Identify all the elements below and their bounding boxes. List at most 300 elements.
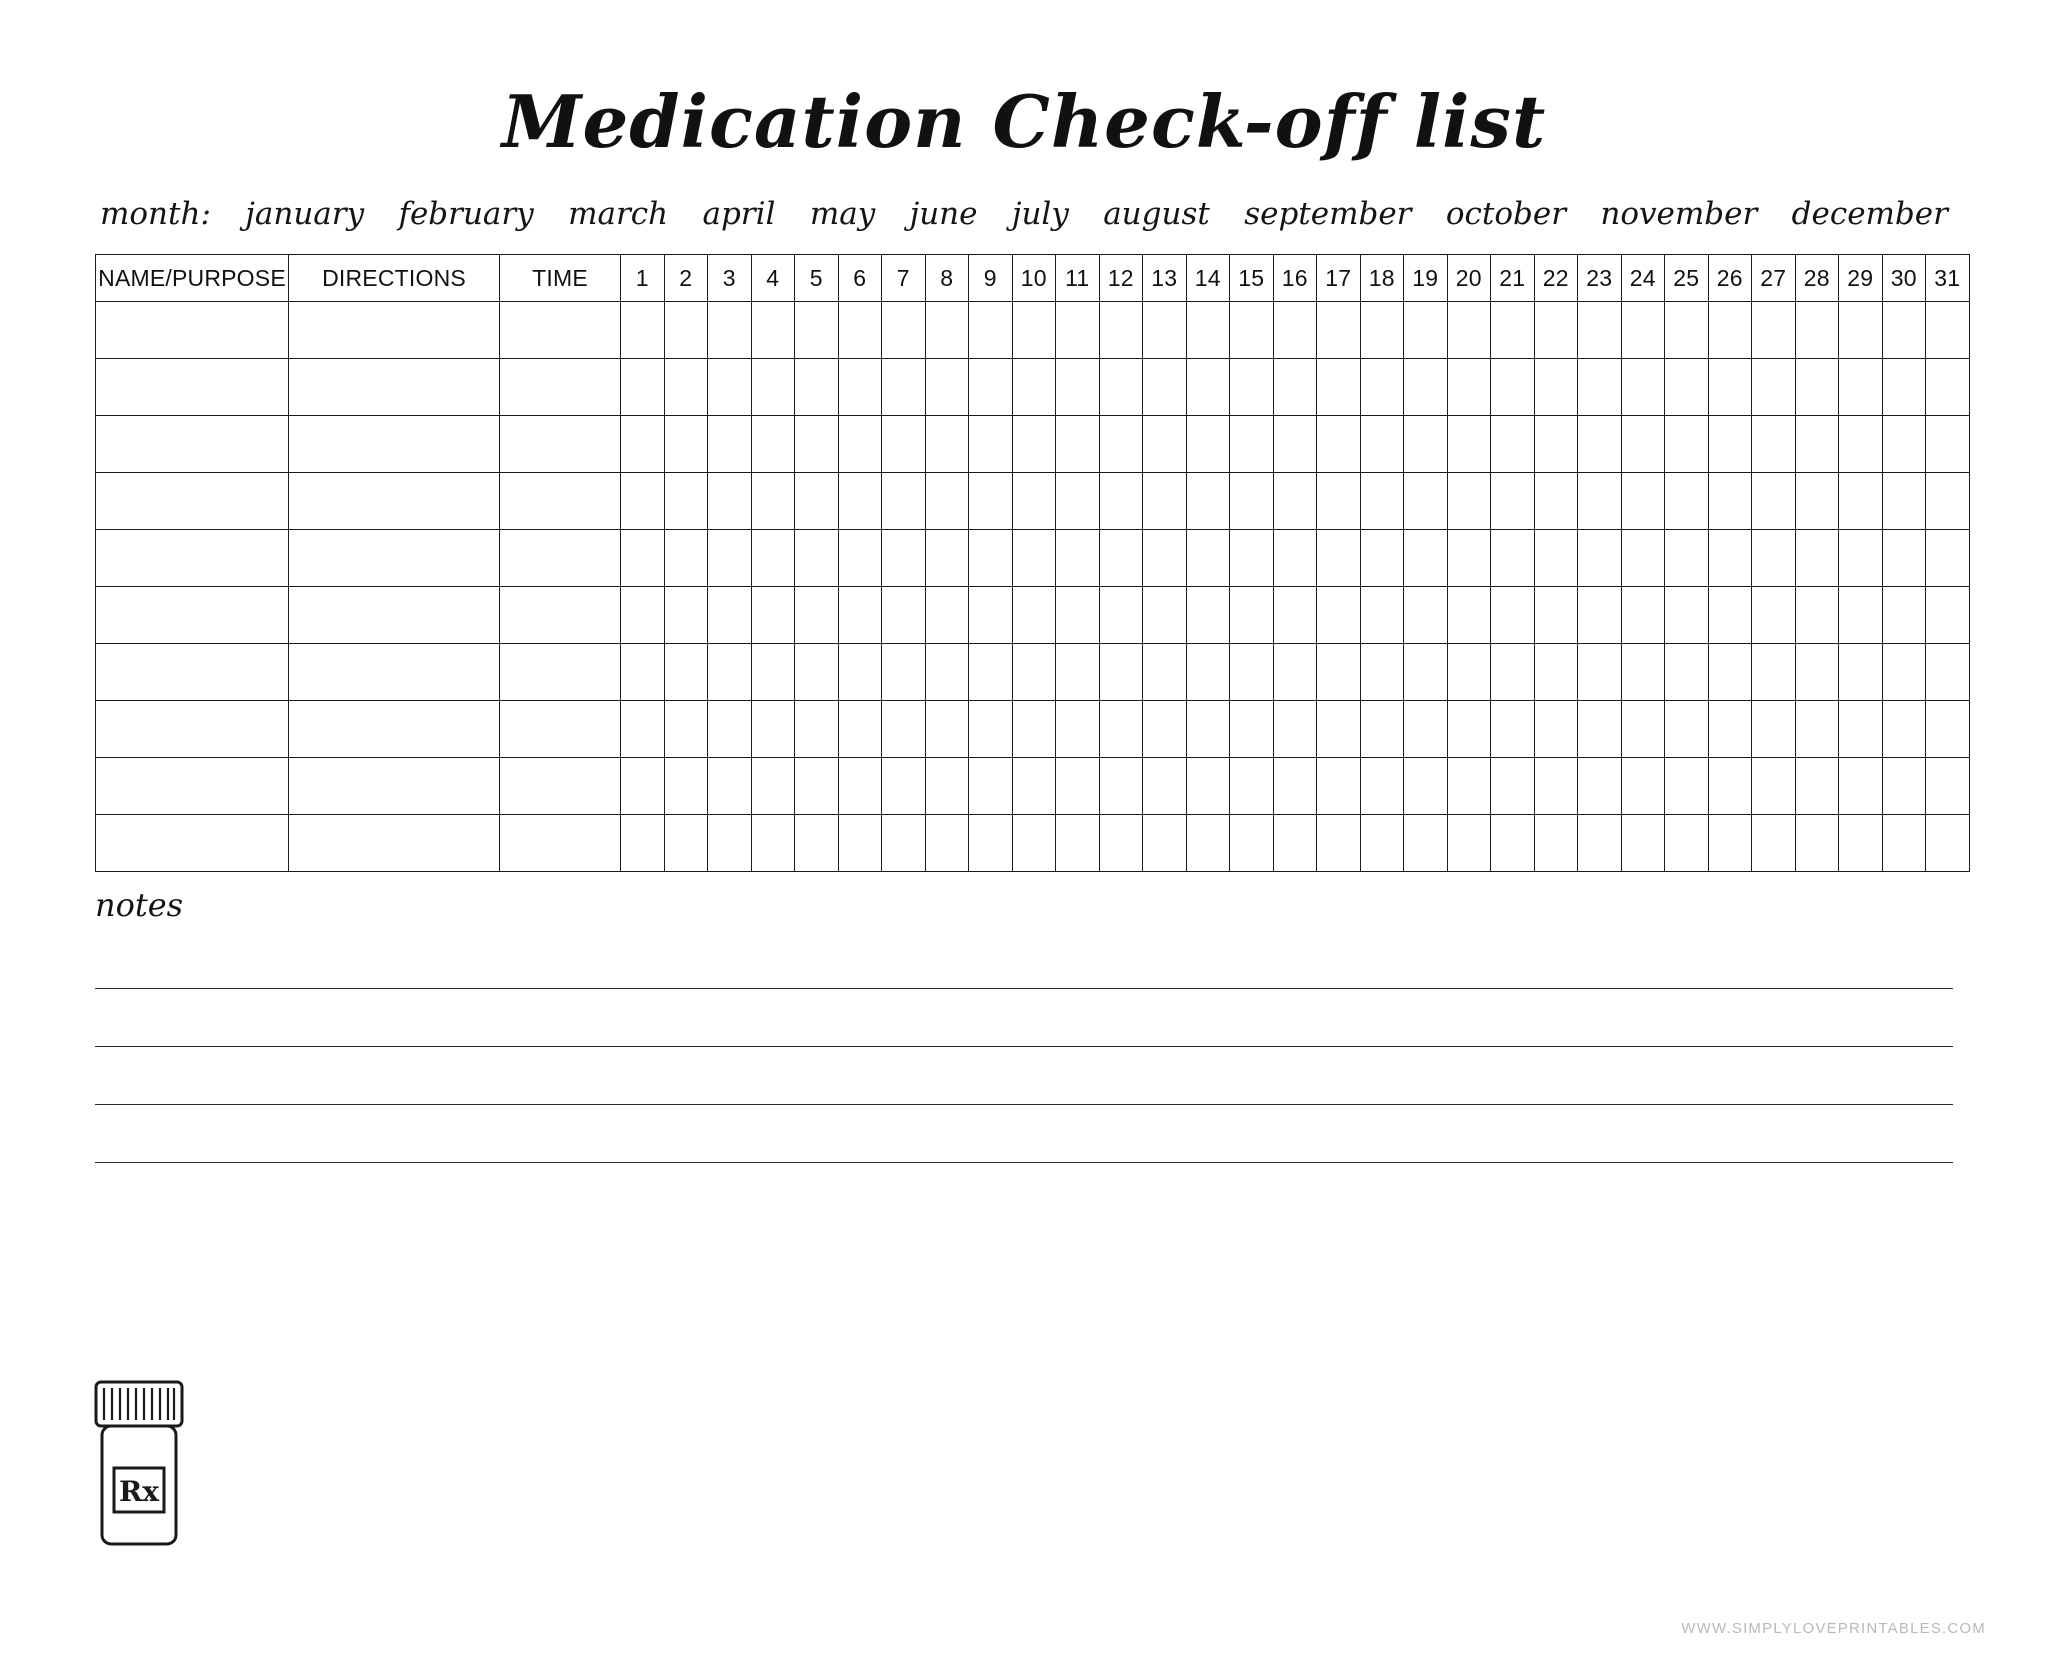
month-option-april[interactable]: april (702, 196, 776, 232)
cell-day-18[interactable] (1360, 587, 1404, 644)
month-option-november[interactable]: november (1600, 196, 1758, 232)
cell-day-26[interactable] (1708, 416, 1752, 473)
cell-day-26[interactable] (1708, 758, 1752, 815)
cell-time[interactable] (500, 302, 621, 359)
cell-day-21[interactable] (1491, 302, 1535, 359)
cell-day-31[interactable] (1926, 473, 1970, 530)
cell-day-4[interactable] (751, 473, 795, 530)
cell-day-1[interactable] (621, 473, 665, 530)
cell-day-3[interactable] (708, 587, 752, 644)
cell-day-20[interactable] (1447, 815, 1491, 872)
cell-day-8[interactable] (925, 530, 969, 587)
cell-day-10[interactable] (1012, 416, 1056, 473)
cell-day-16[interactable] (1273, 587, 1317, 644)
cell-day-6[interactable] (838, 644, 882, 701)
cell-day-13[interactable] (1143, 815, 1187, 872)
cell-day-8[interactable] (925, 302, 969, 359)
cell-day-18[interactable] (1360, 416, 1404, 473)
cell-day-10[interactable] (1012, 644, 1056, 701)
cell-day-29[interactable] (1839, 758, 1883, 815)
cell-name-purpose[interactable] (96, 530, 289, 587)
cell-day-15[interactable] (1230, 473, 1274, 530)
cell-name-purpose[interactable] (96, 815, 289, 872)
cell-day-14[interactable] (1186, 416, 1230, 473)
cell-day-2[interactable] (664, 359, 708, 416)
cell-day-31[interactable] (1926, 359, 1970, 416)
cell-day-20[interactable] (1447, 302, 1491, 359)
cell-name-purpose[interactable] (96, 416, 289, 473)
cell-day-27[interactable] (1752, 815, 1796, 872)
cell-day-5[interactable] (795, 416, 839, 473)
cell-day-2[interactable] (664, 473, 708, 530)
cell-time[interactable] (500, 473, 621, 530)
cell-day-11[interactable] (1056, 758, 1100, 815)
cell-day-3[interactable] (708, 359, 752, 416)
notes-line[interactable] (95, 1047, 1953, 1105)
cell-day-25[interactable] (1665, 758, 1709, 815)
cell-day-19[interactable] (1404, 644, 1448, 701)
cell-day-24[interactable] (1621, 644, 1665, 701)
cell-directions[interactable] (289, 701, 500, 758)
cell-day-29[interactable] (1839, 701, 1883, 758)
cell-day-21[interactable] (1491, 359, 1535, 416)
cell-day-3[interactable] (708, 815, 752, 872)
cell-day-27[interactable] (1752, 530, 1796, 587)
cell-day-27[interactable] (1752, 416, 1796, 473)
cell-day-15[interactable] (1230, 644, 1274, 701)
cell-day-14[interactable] (1186, 644, 1230, 701)
cell-day-10[interactable] (1012, 302, 1056, 359)
cell-day-31[interactable] (1926, 644, 1970, 701)
cell-day-5[interactable] (795, 473, 839, 530)
cell-day-30[interactable] (1882, 701, 1926, 758)
cell-day-7[interactable] (882, 530, 926, 587)
cell-name-purpose[interactable] (96, 359, 289, 416)
cell-time[interactable] (500, 359, 621, 416)
cell-day-3[interactable] (708, 644, 752, 701)
cell-day-31[interactable] (1926, 302, 1970, 359)
cell-day-23[interactable] (1578, 701, 1622, 758)
cell-day-19[interactable] (1404, 473, 1448, 530)
cell-day-10[interactable] (1012, 701, 1056, 758)
cell-day-21[interactable] (1491, 587, 1535, 644)
cell-day-6[interactable] (838, 302, 882, 359)
cell-day-16[interactable] (1273, 473, 1317, 530)
cell-day-31[interactable] (1926, 416, 1970, 473)
cell-day-17[interactable] (1317, 302, 1361, 359)
cell-day-25[interactable] (1665, 416, 1709, 473)
cell-day-3[interactable] (708, 473, 752, 530)
cell-day-13[interactable] (1143, 359, 1187, 416)
cell-day-13[interactable] (1143, 758, 1187, 815)
cell-day-20[interactable] (1447, 758, 1491, 815)
cell-day-9[interactable] (969, 302, 1013, 359)
cell-directions[interactable] (289, 815, 500, 872)
cell-day-1[interactable] (621, 701, 665, 758)
cell-day-19[interactable] (1404, 587, 1448, 644)
cell-day-27[interactable] (1752, 758, 1796, 815)
cell-day-12[interactable] (1099, 701, 1143, 758)
cell-day-18[interactable] (1360, 644, 1404, 701)
cell-day-7[interactable] (882, 644, 926, 701)
cell-day-9[interactable] (969, 587, 1013, 644)
cell-day-1[interactable] (621, 359, 665, 416)
cell-day-16[interactable] (1273, 530, 1317, 587)
cell-day-26[interactable] (1708, 302, 1752, 359)
cell-day-3[interactable] (708, 416, 752, 473)
cell-day-4[interactable] (751, 359, 795, 416)
cell-day-5[interactable] (795, 359, 839, 416)
cell-day-25[interactable] (1665, 701, 1709, 758)
notes-line[interactable] (95, 954, 1953, 989)
cell-day-12[interactable] (1099, 416, 1143, 473)
cell-day-30[interactable] (1882, 644, 1926, 701)
cell-day-20[interactable] (1447, 359, 1491, 416)
cell-day-23[interactable] (1578, 416, 1622, 473)
cell-day-8[interactable] (925, 644, 969, 701)
cell-day-20[interactable] (1447, 701, 1491, 758)
cell-day-8[interactable] (925, 416, 969, 473)
cell-day-23[interactable] (1578, 302, 1622, 359)
cell-day-9[interactable] (969, 359, 1013, 416)
cell-day-23[interactable] (1578, 530, 1622, 587)
cell-day-22[interactable] (1534, 302, 1578, 359)
cell-day-17[interactable] (1317, 473, 1361, 530)
cell-day-31[interactable] (1926, 701, 1970, 758)
cell-day-25[interactable] (1665, 815, 1709, 872)
month-option-september[interactable]: september (1244, 196, 1412, 232)
cell-day-2[interactable] (664, 302, 708, 359)
cell-day-15[interactable] (1230, 815, 1274, 872)
cell-day-6[interactable] (838, 530, 882, 587)
cell-day-14[interactable] (1186, 587, 1230, 644)
month-option-august[interactable]: august (1103, 196, 1210, 232)
cell-day-16[interactable] (1273, 701, 1317, 758)
cell-day-2[interactable] (664, 815, 708, 872)
cell-day-13[interactable] (1143, 416, 1187, 473)
cell-day-12[interactable] (1099, 473, 1143, 530)
cell-name-purpose[interactable] (96, 701, 289, 758)
cell-day-22[interactable] (1534, 644, 1578, 701)
cell-day-2[interactable] (664, 416, 708, 473)
cell-day-25[interactable] (1665, 473, 1709, 530)
cell-day-9[interactable] (969, 758, 1013, 815)
cell-day-29[interactable] (1839, 530, 1883, 587)
cell-time[interactable] (500, 758, 621, 815)
cell-day-9[interactable] (969, 701, 1013, 758)
cell-day-10[interactable] (1012, 758, 1056, 815)
cell-day-20[interactable] (1447, 416, 1491, 473)
cell-day-28[interactable] (1795, 815, 1839, 872)
cell-day-29[interactable] (1839, 416, 1883, 473)
cell-day-27[interactable] (1752, 473, 1796, 530)
cell-day-21[interactable] (1491, 644, 1535, 701)
cell-day-18[interactable] (1360, 473, 1404, 530)
cell-directions[interactable] (289, 587, 500, 644)
cell-day-13[interactable] (1143, 644, 1187, 701)
cell-day-7[interactable] (882, 587, 926, 644)
cell-day-18[interactable] (1360, 302, 1404, 359)
cell-day-17[interactable] (1317, 416, 1361, 473)
cell-day-19[interactable] (1404, 815, 1448, 872)
cell-day-9[interactable] (969, 416, 1013, 473)
cell-day-12[interactable] (1099, 587, 1143, 644)
cell-day-26[interactable] (1708, 587, 1752, 644)
cell-day-11[interactable] (1056, 473, 1100, 530)
month-option-october[interactable]: october (1445, 196, 1567, 232)
cell-day-17[interactable] (1317, 359, 1361, 416)
cell-day-5[interactable] (795, 758, 839, 815)
cell-day-27[interactable] (1752, 359, 1796, 416)
cell-day-14[interactable] (1186, 758, 1230, 815)
cell-day-5[interactable] (795, 530, 839, 587)
cell-day-16[interactable] (1273, 815, 1317, 872)
cell-day-19[interactable] (1404, 416, 1448, 473)
cell-day-31[interactable] (1926, 758, 1970, 815)
cell-day-3[interactable] (708, 302, 752, 359)
cell-directions[interactable] (289, 473, 500, 530)
cell-day-4[interactable] (751, 815, 795, 872)
cell-day-6[interactable] (838, 587, 882, 644)
cell-day-3[interactable] (708, 701, 752, 758)
cell-day-13[interactable] (1143, 587, 1187, 644)
cell-day-24[interactable] (1621, 302, 1665, 359)
cell-day-1[interactable] (621, 758, 665, 815)
cell-day-22[interactable] (1534, 815, 1578, 872)
cell-time[interactable] (500, 644, 621, 701)
cell-day-8[interactable] (925, 701, 969, 758)
cell-day-19[interactable] (1404, 701, 1448, 758)
cell-day-24[interactable] (1621, 815, 1665, 872)
cell-day-17[interactable] (1317, 530, 1361, 587)
cell-day-1[interactable] (621, 416, 665, 473)
cell-day-17[interactable] (1317, 644, 1361, 701)
cell-day-21[interactable] (1491, 416, 1535, 473)
cell-day-18[interactable] (1360, 758, 1404, 815)
cell-day-26[interactable] (1708, 644, 1752, 701)
cell-day-24[interactable] (1621, 473, 1665, 530)
cell-day-20[interactable] (1447, 587, 1491, 644)
cell-day-16[interactable] (1273, 359, 1317, 416)
cell-day-26[interactable] (1708, 530, 1752, 587)
cell-name-purpose[interactable] (96, 302, 289, 359)
cell-day-7[interactable] (882, 473, 926, 530)
cell-day-24[interactable] (1621, 701, 1665, 758)
cell-day-28[interactable] (1795, 473, 1839, 530)
cell-day-28[interactable] (1795, 758, 1839, 815)
cell-day-9[interactable] (969, 473, 1013, 530)
cell-day-21[interactable] (1491, 473, 1535, 530)
cell-day-7[interactable] (882, 758, 926, 815)
cell-directions[interactable] (289, 416, 500, 473)
cell-name-purpose[interactable] (96, 758, 289, 815)
cell-day-5[interactable] (795, 701, 839, 758)
cell-day-30[interactable] (1882, 530, 1926, 587)
cell-day-30[interactable] (1882, 302, 1926, 359)
cell-day-29[interactable] (1839, 359, 1883, 416)
cell-day-8[interactable] (925, 587, 969, 644)
cell-day-7[interactable] (882, 416, 926, 473)
cell-day-19[interactable] (1404, 530, 1448, 587)
cell-day-7[interactable] (882, 701, 926, 758)
cell-day-28[interactable] (1795, 359, 1839, 416)
cell-day-18[interactable] (1360, 530, 1404, 587)
cell-day-30[interactable] (1882, 815, 1926, 872)
cell-day-13[interactable] (1143, 530, 1187, 587)
cell-day-16[interactable] (1273, 644, 1317, 701)
cell-day-27[interactable] (1752, 644, 1796, 701)
cell-day-1[interactable] (621, 530, 665, 587)
cell-day-14[interactable] (1186, 701, 1230, 758)
cell-day-7[interactable] (882, 302, 926, 359)
cell-day-25[interactable] (1665, 644, 1709, 701)
cell-day-15[interactable] (1230, 587, 1274, 644)
cell-day-10[interactable] (1012, 815, 1056, 872)
cell-day-4[interactable] (751, 587, 795, 644)
cell-day-22[interactable] (1534, 530, 1578, 587)
cell-day-28[interactable] (1795, 587, 1839, 644)
cell-day-6[interactable] (838, 701, 882, 758)
cell-day-4[interactable] (751, 644, 795, 701)
cell-day-9[interactable] (969, 530, 1013, 587)
cell-day-28[interactable] (1795, 416, 1839, 473)
cell-day-12[interactable] (1099, 815, 1143, 872)
cell-day-27[interactable] (1752, 587, 1796, 644)
cell-day-17[interactable] (1317, 815, 1361, 872)
cell-day-12[interactable] (1099, 359, 1143, 416)
month-option-december[interactable]: december (1791, 196, 1948, 232)
cell-day-23[interactable] (1578, 359, 1622, 416)
cell-day-6[interactable] (838, 815, 882, 872)
cell-day-14[interactable] (1186, 530, 1230, 587)
cell-day-13[interactable] (1143, 473, 1187, 530)
cell-day-2[interactable] (664, 530, 708, 587)
cell-day-28[interactable] (1795, 644, 1839, 701)
cell-day-18[interactable] (1360, 359, 1404, 416)
cell-time[interactable] (500, 701, 621, 758)
cell-time[interactable] (500, 815, 621, 872)
cell-day-29[interactable] (1839, 587, 1883, 644)
cell-day-15[interactable] (1230, 701, 1274, 758)
cell-day-31[interactable] (1926, 530, 1970, 587)
cell-day-1[interactable] (621, 815, 665, 872)
cell-day-4[interactable] (751, 416, 795, 473)
cell-day-25[interactable] (1665, 302, 1709, 359)
cell-day-14[interactable] (1186, 302, 1230, 359)
cell-day-30[interactable] (1882, 473, 1926, 530)
cell-day-18[interactable] (1360, 701, 1404, 758)
month-option-february[interactable]: february (398, 196, 534, 232)
cell-day-18[interactable] (1360, 815, 1404, 872)
cell-day-23[interactable] (1578, 758, 1622, 815)
cell-day-15[interactable] (1230, 359, 1274, 416)
cell-day-24[interactable] (1621, 359, 1665, 416)
cell-day-4[interactable] (751, 758, 795, 815)
cell-time[interactable] (500, 530, 621, 587)
cell-directions[interactable] (289, 359, 500, 416)
cell-day-19[interactable] (1404, 359, 1448, 416)
cell-day-15[interactable] (1230, 302, 1274, 359)
cell-day-6[interactable] (838, 359, 882, 416)
cell-day-23[interactable] (1578, 473, 1622, 530)
cell-time[interactable] (500, 416, 621, 473)
cell-day-22[interactable] (1534, 758, 1578, 815)
cell-day-17[interactable] (1317, 701, 1361, 758)
cell-day-15[interactable] (1230, 758, 1274, 815)
cell-day-2[interactable] (664, 644, 708, 701)
cell-directions[interactable] (289, 302, 500, 359)
cell-day-29[interactable] (1839, 473, 1883, 530)
cell-day-5[interactable] (795, 644, 839, 701)
cell-day-21[interactable] (1491, 701, 1535, 758)
cell-day-4[interactable] (751, 701, 795, 758)
cell-day-26[interactable] (1708, 701, 1752, 758)
cell-day-30[interactable] (1882, 416, 1926, 473)
cell-day-10[interactable] (1012, 359, 1056, 416)
cell-day-13[interactable] (1143, 302, 1187, 359)
cell-day-11[interactable] (1056, 530, 1100, 587)
cell-day-1[interactable] (621, 302, 665, 359)
cell-time[interactable] (500, 587, 621, 644)
cell-day-14[interactable] (1186, 359, 1230, 416)
cell-day-25[interactable] (1665, 530, 1709, 587)
cell-day-15[interactable] (1230, 530, 1274, 587)
cell-directions[interactable] (289, 758, 500, 815)
cell-day-21[interactable] (1491, 815, 1535, 872)
cell-day-20[interactable] (1447, 644, 1491, 701)
cell-day-19[interactable] (1404, 758, 1448, 815)
cell-day-22[interactable] (1534, 473, 1578, 530)
cell-day-29[interactable] (1839, 644, 1883, 701)
cell-day-3[interactable] (708, 758, 752, 815)
cell-day-2[interactable] (664, 701, 708, 758)
cell-day-30[interactable] (1882, 359, 1926, 416)
cell-day-25[interactable] (1665, 359, 1709, 416)
cell-day-11[interactable] (1056, 359, 1100, 416)
month-option-january[interactable]: january (245, 196, 365, 232)
cell-day-24[interactable] (1621, 587, 1665, 644)
cell-day-11[interactable] (1056, 644, 1100, 701)
cell-day-26[interactable] (1708, 473, 1752, 530)
cell-day-13[interactable] (1143, 701, 1187, 758)
cell-day-1[interactable] (621, 587, 665, 644)
cell-day-25[interactable] (1665, 587, 1709, 644)
cell-day-9[interactable] (969, 644, 1013, 701)
cell-day-24[interactable] (1621, 530, 1665, 587)
cell-day-21[interactable] (1491, 530, 1535, 587)
cell-name-purpose[interactable] (96, 587, 289, 644)
month-option-june[interactable]: june (909, 196, 978, 232)
cell-day-4[interactable] (751, 302, 795, 359)
notes-line[interactable] (95, 989, 1953, 1047)
cell-day-7[interactable] (882, 359, 926, 416)
cell-day-8[interactable] (925, 758, 969, 815)
cell-day-23[interactable] (1578, 644, 1622, 701)
cell-day-29[interactable] (1839, 815, 1883, 872)
cell-day-11[interactable] (1056, 416, 1100, 473)
cell-name-purpose[interactable] (96, 473, 289, 530)
cell-day-20[interactable] (1447, 473, 1491, 530)
cell-day-27[interactable] (1752, 302, 1796, 359)
cell-day-2[interactable] (664, 587, 708, 644)
cell-day-16[interactable] (1273, 416, 1317, 473)
cell-day-28[interactable] (1795, 530, 1839, 587)
notes-line[interactable] (95, 1105, 1953, 1163)
cell-day-17[interactable] (1317, 587, 1361, 644)
cell-day-6[interactable] (838, 473, 882, 530)
cell-day-27[interactable] (1752, 701, 1796, 758)
cell-directions[interactable] (289, 644, 500, 701)
